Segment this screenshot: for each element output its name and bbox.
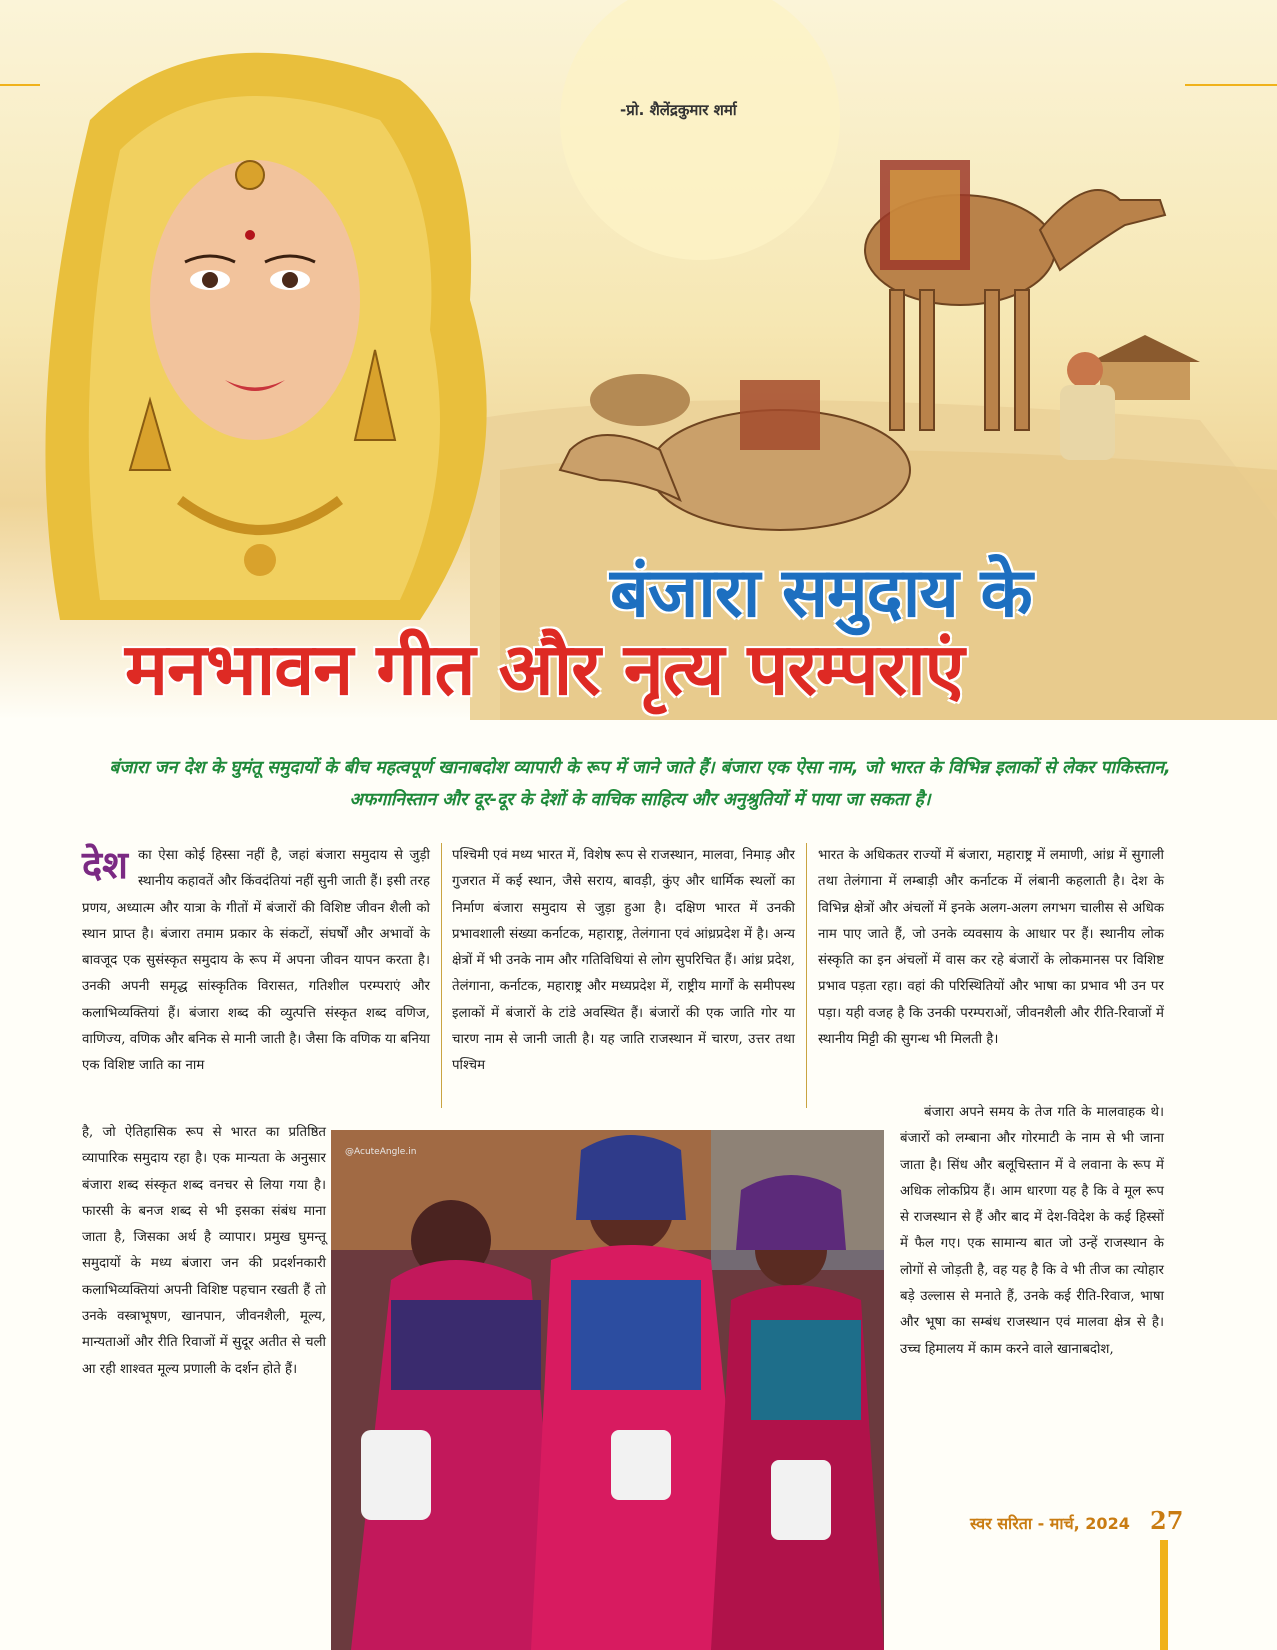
column-1-bottom (82, 1120, 326, 1383)
column-3-bottom-text: बंजारा अपने समय के तेज गति के मालवाहक थे। बंजारों को लम्बाना और गोरमाटी के नाम से भी जाना जाता है। सिंध और बलूचिस्तान में वे लवाना के रूप में अधिक लोकप्रिय हैं। आम धारणा यह है कि वे मूल रूप से राजस्थान से हैं और बाद में देश-विदेश के कई हिस्सों में फैल गए। एक सामान्य बात जो उन्हें राजस्थान के लोगों से जोड़ती है, वह यह है कि वे भी तीज का त्योहार बड़े उल्लास से मनाते हैं, उनके कई रीति-रिवाज, भाषा और भूषा का सम्बंध राजस्थान एवं मालवा क्षेत्र से है। उच्च हिमालय में काम करने वाले खानाबदोश, (900, 1105, 1164, 1357)
header-rule-left (0, 84, 40, 86)
footer-publication: स्वर सरिता - मार्च, 2024 (970, 1514, 1130, 1533)
column-1-bottom-text: है, जो ऐतिहासिक रूप से भारत का प्रतिष्ठित व्यापारिक समुदाय रहा है। एक मान्यता के अनुसार बंजारा शब्द संस्कृत शब्द वनचर से लिया गया है। फारसी के बनज शब्द से भी इसका संबंध माना जाता है, जिसका अर्थ है व्यापार। प्रमुख घुमन्तू समुदायों के मध्य बंजारा जन की प्रदर्शनकारी कलाभिव्यक्तियां अपनी विशिष्ट पहचान रखती हैं तो उनके वस्त्राभूषण, खानपान, जीवनशैली, मूल्य, मान्यताओं और रीति रिवाजों में सुदूर अतीत से चली आ रही शाश्वत मूल्य प्रणाली के दर्शन होते हैं। (82, 1125, 326, 1377)
column-1-top (82, 843, 430, 1080)
dancers-photo (331, 1130, 884, 1650)
drop-cap: देश (82, 843, 129, 887)
column-3-text: भारत के अधिकतर राज्यों में बंजारा, महाराष्ट्र में लमाणी, आंध्र में सुगाली तथा तेलंगाना में लम्बाड़ी और कर्नाटक में लंबानी कहलाती है। देश के विभिन्न क्षेत्रों और अंचलों में इनके अलग-अलग लगभग चालीस से अधिक नाम पाए जाते हैं, जो उनके व्यवसाय के आधार पर हैं। स्थानीय लोक संस्कृति का इन अंचलों में वास कर रहे बंजारों के लोकमानस पर विशिष्ट प्रभाव पड़ता रहा। वहां की परिस्थितियों और भाषा का प्रभाव भी उन पर पड़ा। यही वजह है कि उनकी परम्पराओं, जीवनशैली और रीति-रिवाजों में स्थानीय मिट्टी की सुगन्ध भी मिलती है। (818, 848, 1164, 1048)
header-rule-right (1185, 84, 1277, 86)
dancers-photo-art (331, 1130, 884, 1650)
headline-line-2: मनभावन गीत और नृत्य परम्पराएं (125, 627, 964, 711)
column-divider (806, 843, 807, 1108)
photo-watermark: @AcuteAngle.in (345, 1147, 417, 1157)
column-2 (452, 843, 795, 1080)
author-byline: -प्रो. शैलेंद्रकुमार शर्मा (620, 101, 737, 119)
column-1-text: का ऐसा कोई हिस्सा नहीं है, जहां बंजारा समुदाय से जुड़ी स्थानीय कहावतें और किंवदंतियां नहीं सुनी जाती हैं। इसी तरह प्रणय, अध्यात्म और यात्रा के गीतों में बंजारों की विशिष्ट जीवन शैली को स्थान प्राप्त है। बंजारा तमाम प्रकार के संकटों, संघर्षों और अभावों के बावजूद एक सुसंस्कृत समुदाय के रूप में अपना जीवन यापन करता है। उनकी अपनी समृद्ध सांस्कृतिक विरासत, गतिशील परम्पराएं और कलाभिव्यक्तियां हैं। बंजारा शब्द की व्युत्पत्ति संस्कृत शब्द वणिज, वाणिज्य, वणिक और बनिक से मानी जाती है। जैसा कि वणिक या बनिया एक विशिष्ट जाति का नाम (82, 848, 430, 1074)
column-divider (441, 843, 442, 1108)
page-number: 27 (1150, 1506, 1184, 1535)
intro-paragraph: बंजारा जन देश के घुमंतू समुदायों के बीच महत्वपूर्ण खानाबदोश व्यापारी के रूप में जाने जाते हैं। बंजारा एक ऐसा नाम, जो भारत के विभिन्न इलाकों से लेकर पाकिस्तान, अफगानिस्तान और दूर-दूर के देशों के वाचिक साहित्य और अनुश्रुतियों में पाया जा सकता है। (109, 758, 1171, 810)
footer-accent-bar (1160, 1540, 1168, 1650)
column-3-top (818, 843, 1164, 1053)
column-3-bottom (900, 1100, 1164, 1363)
headline-line-1: बंजारा समुदाय के (610, 554, 1032, 633)
column-2-text: पश्चिमी एवं मध्य भारत में, विशेष रूप से राजस्थान, मालवा, निमाड़ और गुजरात में कई स्थान, जैसे सराय, बावड़ी, कुंए और धार्मिक स्थलों का निर्माण बंजारा समुदाय से जुड़ा हुआ है। दक्षिण भारत में उनकी प्रभावशाली संख्या कर्नाटक, महाराष्ट्र, तेलंगाना एवं आंध्रप्रदेश में है। अन्य क्षेत्रों में भी उनके नाम और गतिविधियां से लोग सुपरिचित हैं। आंध्र प्रदेश, तेलंगाना, कर्नाटक, महाराष्ट्र और मध्यप्रदेश में, राष्ट्रीय मार्गों के समीपस्थ इलाकों में बंजारों के टांडे अवस्थित हैं। बंजारों की एक जाति गोर या चारण नाम से जानी जाती है। यह जाति राजस्थान में चारण, उत्तर तथा पश्चिम (452, 848, 795, 1074)
